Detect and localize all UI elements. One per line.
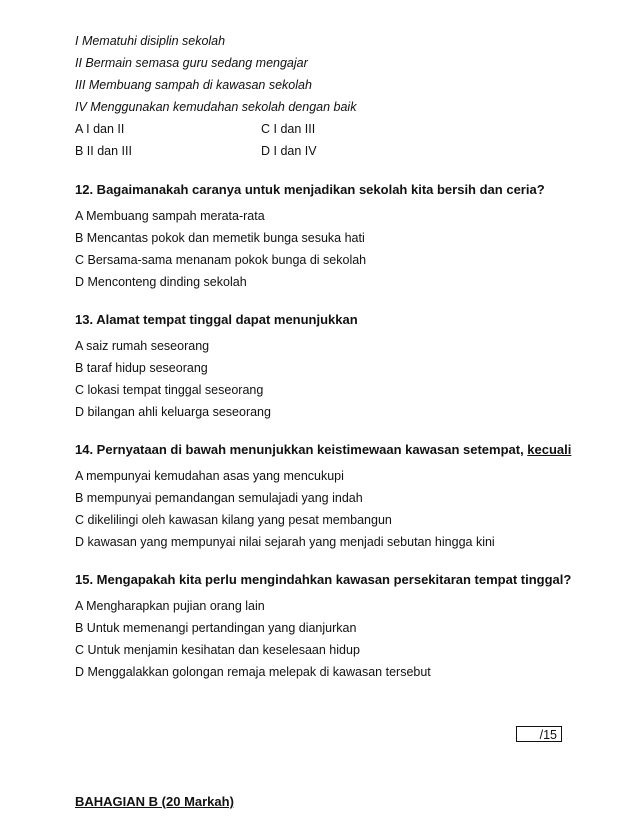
statement-iv: IV Menggunakan kemudahan sekolah dengan baik	[75, 100, 357, 114]
option-a: A I dan II	[75, 122, 125, 136]
question-title: 15. Mengapakah kita perlu mengindahkan kawasan persekitaran tempat tinggal?	[75, 572, 572, 587]
answer-row	[75, 118, 575, 140]
statement-iii: III Membuang sampah di kawasan sekolah	[75, 78, 312, 92]
section-title: BAHAGIAN B (20 Markah)	[75, 794, 234, 809]
option-c: C dikelilingi oleh kawasan kilang yang pesat membangun	[75, 513, 392, 527]
option-c: C Bersama-sama menanam pokok bunga di sekolah	[75, 253, 367, 267]
question-title	[75, 441, 575, 465]
option-d: D Menggalakkan golongan remaja melepak di kawasan tersebut	[75, 665, 431, 679]
question-13	[75, 311, 575, 423]
option-d: D I dan IV	[261, 144, 317, 158]
option-c: C lokasi tempat tinggal seseorang	[75, 383, 264, 397]
option-b: B II dan III	[75, 144, 132, 158]
question-title: 12. Bagaimanakah caranya untuk menjadikan sekolah kita bersih dan ceria?	[75, 182, 545, 197]
q11-answer-options	[75, 118, 575, 162]
score-box: /15	[516, 726, 562, 742]
option-a: A Membuang sampah merata-rata	[75, 209, 265, 223]
answer-row	[75, 140, 575, 162]
statement-i: I Mematuhi disiplin sekolah	[75, 34, 226, 48]
option-a: A mempunyai kemudahan asas yang mencukupi	[75, 469, 344, 483]
option-d: D kawasan yang mempunyai nilai sejarah yang menjadi sebutan hingga kini	[75, 535, 495, 549]
option-a: A Mengharapkan pujian orang lain	[75, 599, 265, 613]
question-title: 13. Alamat tempat tinggal dapat menunjukkan	[75, 312, 358, 327]
question-title-text: 14. Pernyataan di bawah menunjukkan keistimewaan kawasan setempat,	[75, 442, 528, 457]
option-c: C Untuk menjamin kesihatan dan keselesaan hidup	[75, 643, 360, 657]
question-14	[75, 441, 575, 553]
option-b: B mempunyai pemandangan semulajadi yang indah	[75, 491, 363, 505]
question-15	[75, 571, 575, 683]
option-b: B Untuk memenangi pertandingan yang dianjurkan	[75, 621, 357, 635]
statement-list	[75, 30, 575, 118]
option-d: D bilangan ahli keluarga seseorang	[75, 405, 271, 419]
option-c: C I dan III	[261, 122, 316, 136]
question-title-emphasis: kecuali	[527, 442, 572, 457]
question-12	[75, 181, 575, 293]
option-b: B Mencantas pokok dan memetik bunga sesuka hati	[75, 231, 365, 245]
option-d: D Menconteng dinding sekolah	[75, 275, 247, 289]
option-a: A saiz rumah seseorang	[75, 339, 210, 353]
statement-ii: II Bermain semasa guru sedang mengajar	[75, 56, 308, 70]
option-b: B taraf hidup seseorang	[75, 361, 208, 375]
